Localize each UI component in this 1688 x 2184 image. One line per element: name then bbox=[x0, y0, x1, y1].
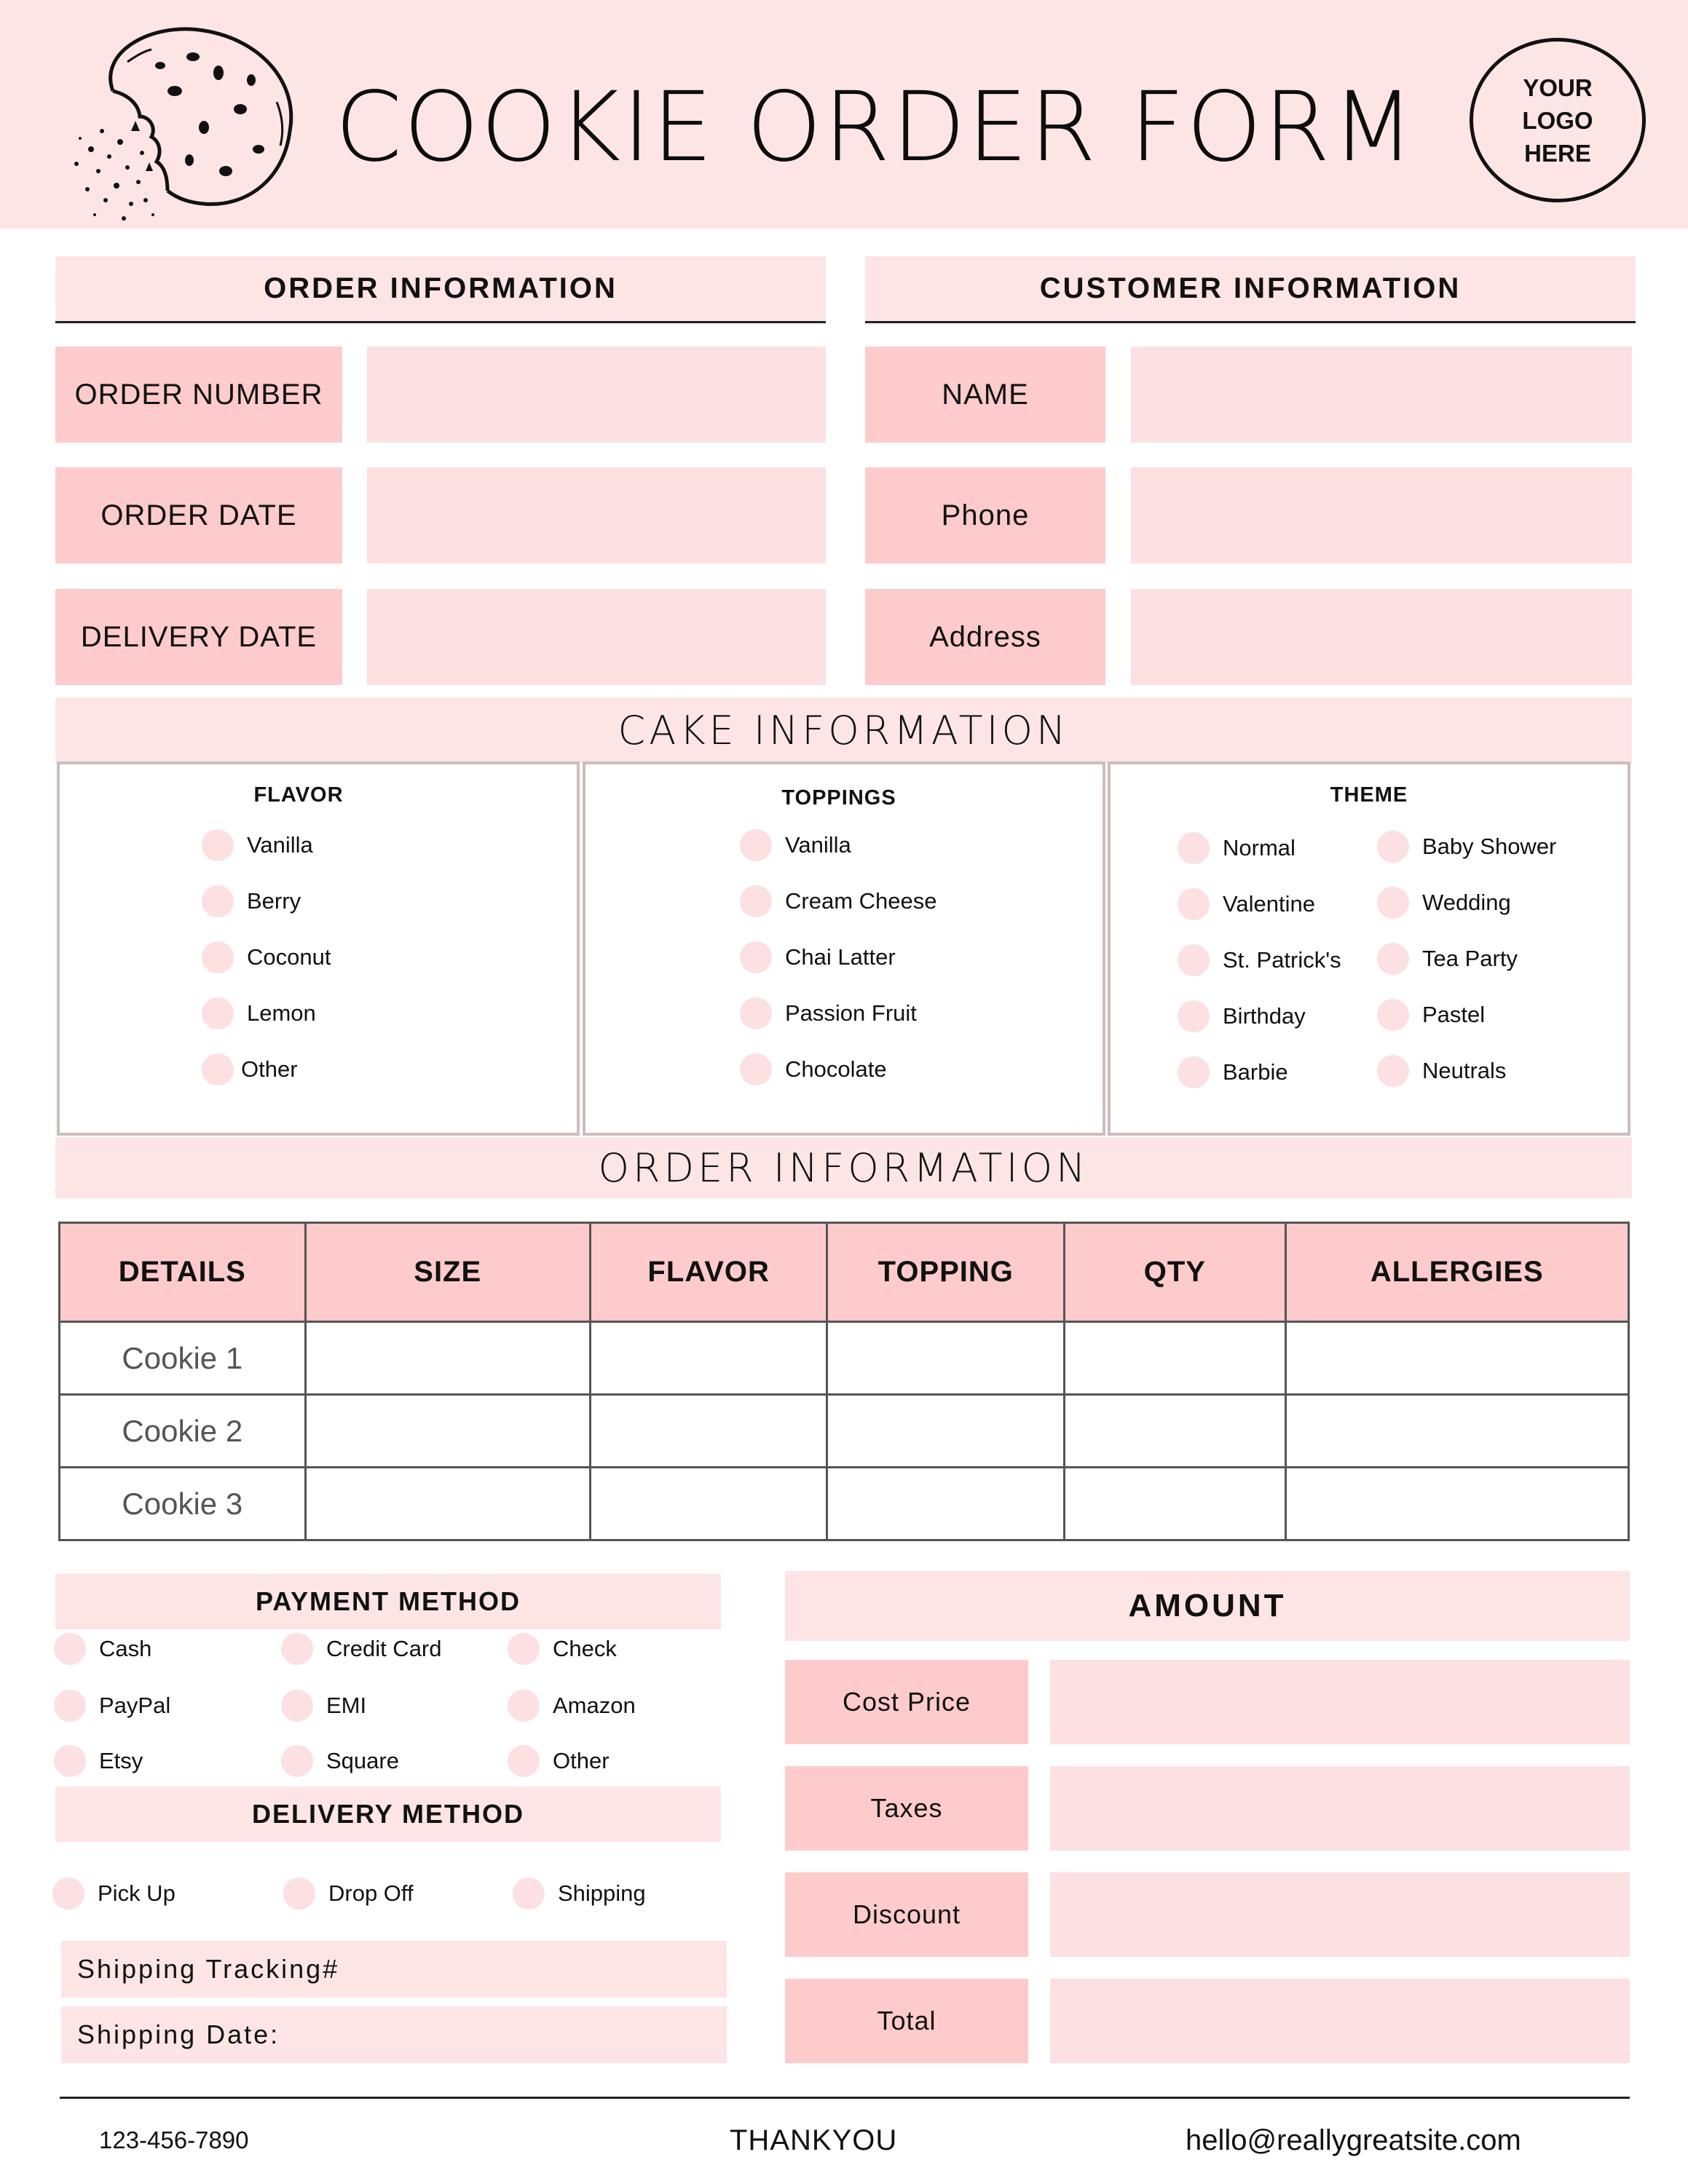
flavor-option[interactable]: Berry bbox=[202, 885, 331, 918]
column-header: QTY bbox=[1065, 1223, 1285, 1322]
topping-option[interactable]: Vanilla bbox=[740, 828, 936, 862]
phone-label: Phone bbox=[865, 467, 1105, 563]
radio-icon[interactable] bbox=[281, 1690, 313, 1722]
theme-option[interactable]: Tea Party bbox=[1377, 942, 1556, 976]
flavor-option[interactable]: Lemon bbox=[202, 997, 331, 1030]
row-label: Cookie 1 bbox=[60, 1322, 306, 1395]
cake-info-heading: CAKE INFORMATION bbox=[55, 697, 1632, 763]
topping-option[interactable]: Cream Cheese bbox=[740, 885, 936, 918]
theme-option[interactable]: Normal bbox=[1178, 831, 1341, 865]
footer-phone: 123-456-7890 bbox=[99, 2126, 249, 2153]
payment-option[interactable]: Square bbox=[281, 1744, 399, 1778]
delivery-heading: DELIVERY METHOD bbox=[55, 1787, 721, 1842]
footer-email[interactable]: hello@reallygreatsite.com bbox=[1186, 2124, 1521, 2156]
discount-field[interactable] bbox=[1050, 1872, 1630, 1957]
order-number-label: ORDER NUMBER bbox=[55, 347, 342, 443]
radio-icon[interactable] bbox=[54, 1745, 86, 1777]
amount-heading: AMOUNT bbox=[785, 1571, 1630, 1641]
total-label: Total bbox=[785, 1979, 1028, 2063]
theme-box bbox=[1108, 761, 1630, 1136]
table-row bbox=[60, 1322, 1629, 1395]
payment-option[interactable]: PayPal bbox=[54, 1689, 170, 1722]
theme-option[interactable]: Barbie bbox=[1178, 1056, 1341, 1089]
radio-icon[interactable] bbox=[202, 829, 234, 861]
topping-option[interactable]: Chai Latter bbox=[740, 941, 936, 974]
topping-option[interactable]: Chocolate bbox=[740, 1053, 936, 1086]
delivery-option[interactable]: Shipping bbox=[513, 1877, 646, 1910]
toppings-title: TOPPINGS bbox=[781, 786, 896, 810]
order-table-heading: ORDER INFORMATION bbox=[55, 1137, 1632, 1198]
delivery-option[interactable]: Drop Off bbox=[283, 1877, 414, 1910]
table-cell[interactable] bbox=[1285, 1322, 1628, 1395]
delivery-date-label: DELIVERY DATE bbox=[55, 589, 342, 685]
logo-placeholder: YOUR LOGO HERE bbox=[1470, 38, 1646, 202]
radio-icon[interactable] bbox=[740, 997, 772, 1029]
table-cell[interactable] bbox=[305, 1322, 590, 1395]
radio-icon[interactable] bbox=[1178, 944, 1210, 976]
delivery-option[interactable]: Pick Up bbox=[52, 1877, 175, 1910]
footer-divider bbox=[60, 2097, 1630, 2099]
radio-icon[interactable] bbox=[1178, 888, 1210, 920]
radio-icon[interactable] bbox=[52, 1878, 84, 1910]
table-cell[interactable] bbox=[1285, 1468, 1628, 1540]
customer-info-heading: CUSTOMER INFORMATION bbox=[865, 256, 1636, 323]
total-field[interactable] bbox=[1050, 1979, 1630, 2063]
radio-icon[interactable] bbox=[281, 1633, 313, 1665]
flavor-box bbox=[57, 761, 580, 1136]
order-number-field[interactable] bbox=[367, 347, 826, 443]
radio-icon[interactable] bbox=[202, 941, 234, 973]
radio-icon[interactable] bbox=[1377, 831, 1409, 863]
cookie-icon bbox=[58, 22, 306, 233]
radio-icon[interactable] bbox=[740, 829, 772, 861]
taxes-label: Taxes bbox=[785, 1766, 1028, 1851]
table-cell[interactable] bbox=[827, 1322, 1065, 1395]
theme-option[interactable]: St. Patrick's bbox=[1178, 943, 1341, 977]
payment-option[interactable]: Amazon bbox=[508, 1689, 636, 1722]
phone-field[interactable] bbox=[1131, 467, 1632, 563]
radio-icon[interactable] bbox=[54, 1633, 86, 1665]
radio-icon[interactable] bbox=[283, 1878, 315, 1910]
column-header: SIZE bbox=[305, 1223, 590, 1322]
table-header-row bbox=[60, 1223, 1629, 1322]
radio-icon[interactable] bbox=[513, 1878, 545, 1910]
radio-icon[interactable] bbox=[54, 1690, 86, 1722]
discount-label: Discount bbox=[785, 1872, 1028, 1957]
theme-option[interactable]: Birthday bbox=[1178, 1000, 1341, 1033]
flavor-title: FLAVOR bbox=[253, 783, 344, 807]
cost-price-field[interactable] bbox=[1050, 1660, 1630, 1744]
payment-option[interactable]: Check bbox=[508, 1632, 617, 1666]
cost-price-label: Cost Price bbox=[785, 1660, 1028, 1744]
radio-icon[interactable] bbox=[1377, 999, 1409, 1031]
name-label: NAME bbox=[865, 347, 1105, 443]
theme-option[interactable]: Baby Shower bbox=[1377, 830, 1556, 863]
radio-icon[interactable] bbox=[202, 885, 234, 917]
flavor-option[interactable]: Coconut bbox=[202, 941, 331, 974]
order-info-heading: ORDER INFORMATION bbox=[55, 256, 826, 323]
radio-icon[interactable] bbox=[1377, 1055, 1409, 1087]
column-header: ALLERGIES bbox=[1285, 1223, 1628, 1322]
table-cell[interactable] bbox=[1285, 1395, 1628, 1468]
radio-icon[interactable] bbox=[1178, 1056, 1210, 1088]
footer-thanks: THANKYOU bbox=[730, 2124, 898, 2156]
radio-icon[interactable] bbox=[740, 885, 772, 917]
shipping-date-field[interactable]: Shipping Date: bbox=[61, 2006, 727, 2063]
radio-icon[interactable] bbox=[202, 997, 234, 1029]
taxes-field[interactable] bbox=[1050, 1766, 1630, 1851]
table-cell[interactable] bbox=[590, 1468, 827, 1540]
payment-heading: PAYMENT METHOD bbox=[55, 1574, 721, 1629]
order-date-label: ORDER DATE bbox=[55, 467, 342, 563]
theme-option[interactable]: Pastel bbox=[1377, 998, 1556, 1032]
address-label: Address bbox=[865, 589, 1105, 685]
table-cell[interactable] bbox=[590, 1322, 827, 1395]
column-header: TOPPING bbox=[827, 1223, 1065, 1322]
payment-option[interactable]: Other bbox=[508, 1744, 610, 1778]
table-cell[interactable] bbox=[1065, 1468, 1285, 1540]
toppings-box bbox=[583, 761, 1105, 1136]
table-row bbox=[60, 1468, 1629, 1540]
radio-icon[interactable] bbox=[740, 1053, 772, 1085]
flavor-option[interactable]: Vanilla bbox=[202, 828, 331, 862]
flavor-option[interactable]: Other bbox=[202, 1053, 331, 1086]
shipping-tracking-field[interactable]: Shipping Tracking# bbox=[61, 1941, 727, 1998]
address-field[interactable] bbox=[1131, 589, 1632, 685]
page-title: COOKIE ORDER FORM bbox=[335, 71, 1416, 183]
table-cell[interactable] bbox=[1065, 1322, 1285, 1395]
order-date-field[interactable] bbox=[367, 467, 826, 563]
radio-icon[interactable] bbox=[508, 1633, 540, 1665]
table-cell[interactable] bbox=[827, 1468, 1065, 1540]
payment-option[interactable]: Credit Card bbox=[281, 1632, 442, 1666]
row-label: Cookie 2 bbox=[60, 1395, 306, 1468]
column-header: FLAVOR bbox=[590, 1223, 827, 1322]
table-cell[interactable] bbox=[305, 1468, 590, 1540]
topping-option[interactable]: Passion Fruit bbox=[740, 997, 936, 1030]
delivery-date-field[interactable] bbox=[367, 589, 826, 685]
table-cell[interactable] bbox=[305, 1395, 590, 1468]
theme-option[interactable]: Wedding bbox=[1377, 886, 1556, 919]
table-cell[interactable] bbox=[590, 1395, 827, 1468]
theme-title: THEME bbox=[1330, 783, 1408, 807]
table-cell[interactable] bbox=[1065, 1395, 1285, 1468]
column-header: DETAILS bbox=[60, 1223, 306, 1322]
radio-icon[interactable] bbox=[1377, 887, 1409, 919]
table-cell[interactable] bbox=[827, 1395, 1065, 1468]
radio-icon[interactable] bbox=[740, 941, 772, 973]
radio-icon[interactable] bbox=[508, 1745, 540, 1777]
radio-icon[interactable] bbox=[1178, 832, 1210, 864]
table-row bbox=[60, 1395, 1629, 1468]
radio-icon[interactable] bbox=[281, 1745, 313, 1777]
order-table bbox=[58, 1222, 1630, 1541]
radio-icon[interactable] bbox=[1377, 943, 1409, 975]
payment-option[interactable]: EMI bbox=[281, 1689, 366, 1722]
row-label: Cookie 3 bbox=[60, 1468, 306, 1540]
radio-icon[interactable] bbox=[508, 1690, 540, 1722]
radio-icon[interactable] bbox=[202, 1053, 234, 1085]
radio-icon[interactable] bbox=[1178, 1000, 1210, 1032]
name-field[interactable] bbox=[1131, 347, 1632, 443]
theme-option[interactable]: Neutrals bbox=[1377, 1054, 1556, 1088]
theme-option[interactable]: Valentine bbox=[1178, 887, 1341, 921]
payment-option[interactable]: Cash bbox=[54, 1632, 151, 1666]
payment-option[interactable]: Etsy bbox=[54, 1744, 143, 1778]
